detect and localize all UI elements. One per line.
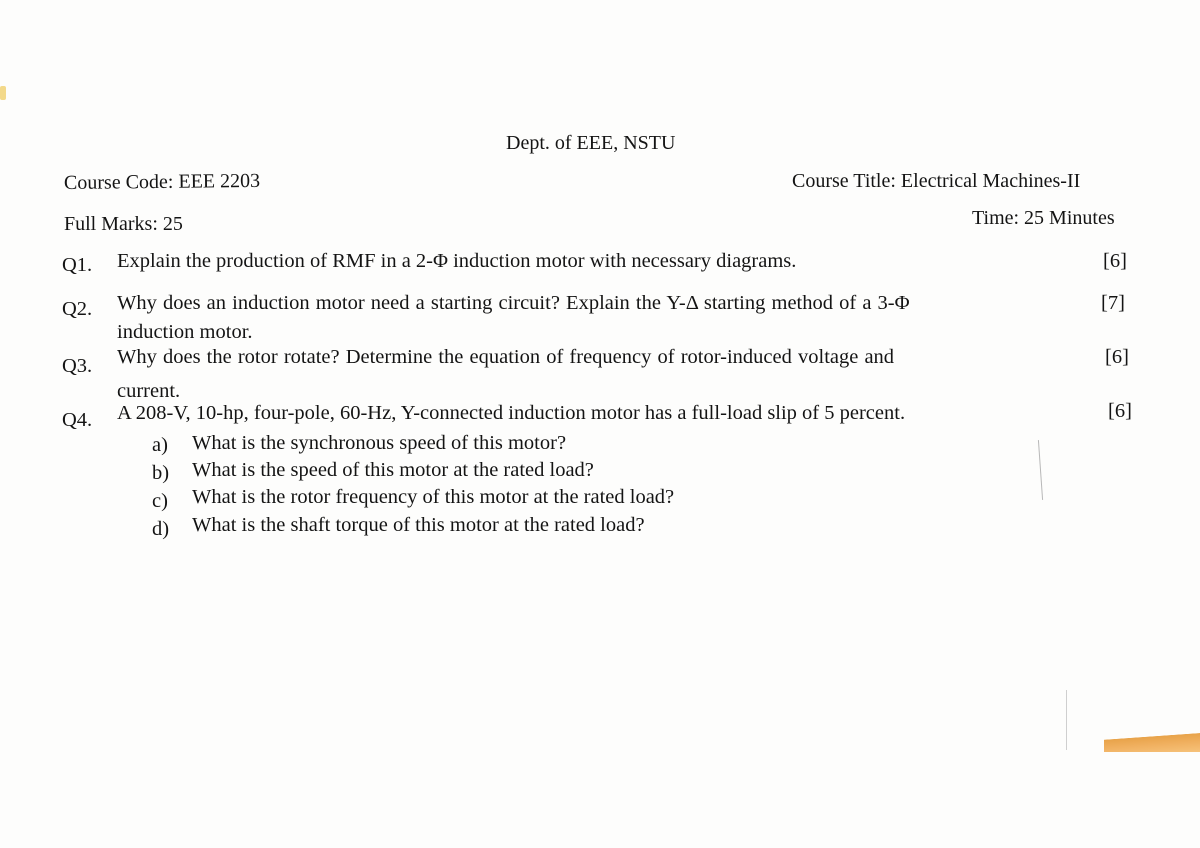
subpart-text: What is the synchronous speed of this motor? xyxy=(192,432,567,454)
subpart-text: What is the shaft torque of this motor at the rated load? xyxy=(192,514,645,536)
question-text-continued: current. xyxy=(117,380,181,402)
question-text: Why does the rotor rotate? Determine the equation of frequency of rotor-induced voltage and xyxy=(117,346,895,368)
paper-edge-mark xyxy=(0,86,6,100)
subpart-text: What is the rotor frequency of this motor at the rated load? xyxy=(192,486,675,508)
question-number: Q1. xyxy=(62,254,93,276)
question-text: A 208-V, 10-hp, four-pole, 60-Hz, Y-connected induction motor has a full-load slip of 5 percent. xyxy=(117,402,906,424)
question-text-continued: induction motor. xyxy=(117,321,253,343)
course-title: Course Title: Electrical Machines-II xyxy=(792,170,1081,192)
question-marks: [6] xyxy=(1108,400,1132,422)
fold-mark xyxy=(1038,440,1043,500)
question-number: Q2. xyxy=(62,298,93,320)
subpart-label: d) xyxy=(152,518,170,540)
subpart-text: What is the speed of this motor at the rated load? xyxy=(192,459,594,481)
question-text: Why does an induction motor need a starting circuit? Explain the Y-Δ starting method of a 3-Φ xyxy=(117,292,910,314)
subpart-label: a) xyxy=(152,434,168,456)
department-heading: Dept. of EEE, NSTU xyxy=(506,132,676,154)
subpart-label: c) xyxy=(152,490,168,512)
question-number: Q4. xyxy=(62,409,93,431)
question-text: Explain the production of RMF in a 2-Φ induction motor with necessary diagrams. xyxy=(117,250,797,272)
subpart-label: b) xyxy=(152,462,170,484)
exam-time: Time: 25 Minutes xyxy=(972,207,1115,229)
question-marks: [6] xyxy=(1105,346,1129,368)
paper-edge-accent xyxy=(1104,724,1200,752)
question-marks: [7] xyxy=(1101,292,1125,314)
fold-mark xyxy=(1066,690,1067,750)
question-marks: [6] xyxy=(1103,250,1127,272)
course-code: Course Code: EEE 2203 xyxy=(63,169,261,194)
question-number: Q3. xyxy=(62,355,93,377)
full-marks: Full Marks: 25 xyxy=(64,213,183,235)
